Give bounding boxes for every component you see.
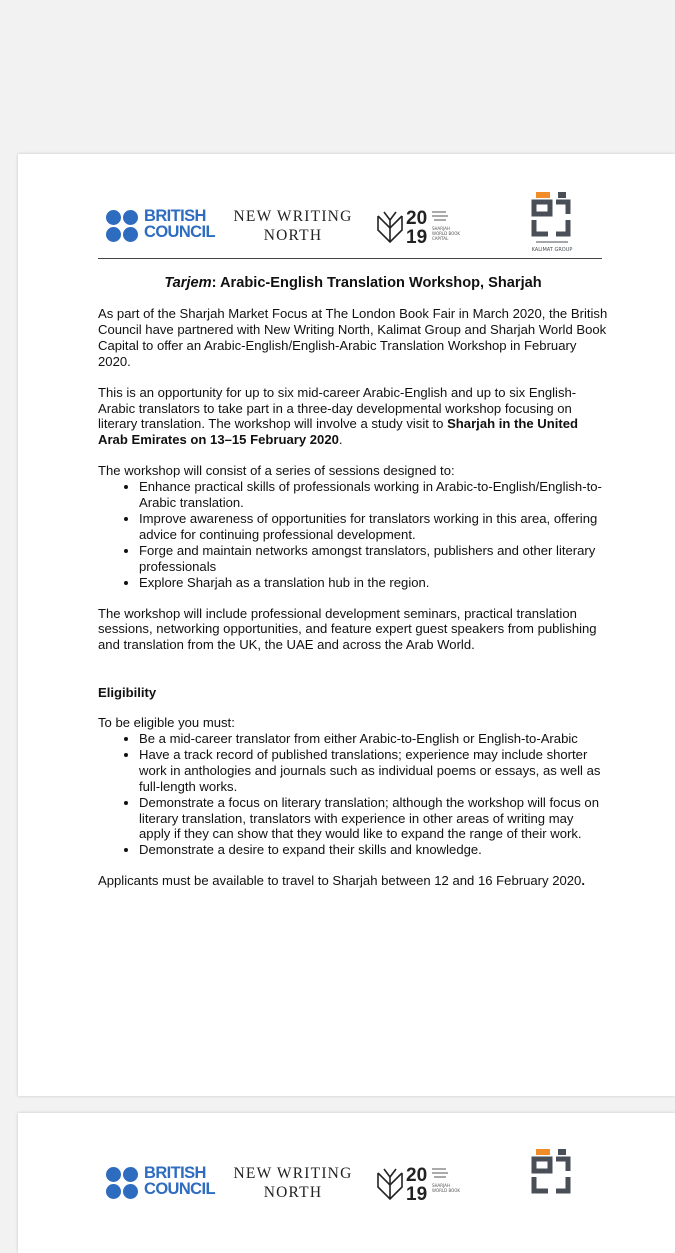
kalimat-group-logo — [522, 1147, 582, 1213]
sharjah-caption-3: CAPITAL — [432, 236, 449, 241]
document-title — [98, 274, 608, 292]
british-council-dots-icon — [106, 1167, 142, 1199]
sharjah-year-bottom: 19 — [406, 227, 428, 246]
opportunity-paragraph: This is an opportunity for up to six mid-career Arabic-English and up to six English-Arabic translators to take part in a three-day developmental workshop focusing on literary translation. The workshop will involve a study visit to Sharjah in the United Arab Emirates on 13–15 February 2020. — [98, 384, 579, 448]
kalimat-group-logo — [522, 190, 582, 256]
british-council-line-2: COUNCIL — [144, 1180, 215, 1198]
sharjah-caption-1: SHARJAH — [432, 1183, 450, 1188]
availability-paragraph: Applicants must be available to travel to Sharjah between 12 and 16 February 2020. — [98, 873, 585, 889]
logo-header — [18, 1113, 675, 1223]
list-item: • Demonstrate a desire to expand their skills and knowledge. — [139, 842, 608, 858]
sharjah-year-bottom: 19 — [406, 1184, 428, 1203]
british-council-logo — [106, 1165, 226, 1201]
british-council-line-1: BRITISH — [144, 207, 206, 225]
title-italic: Tarjem — [164, 275, 212, 291]
sharjah-year-top: 20 — [406, 1165, 428, 1186]
list-item: • Explore Sharjah as a translation hub in the region. — [139, 575, 608, 591]
arabic-script-mark — [432, 212, 448, 220]
includes-paragraph: The workshop will include professional development seminars, practical translation sessions, networking opportunities, and feature expert guest speakers from publishing and translation from the UK, the UAE and across the Arab World. — [98, 605, 597, 653]
kalimat-orange-bar — [536, 1149, 550, 1155]
document-body — [98, 268, 608, 904]
new-writing-north-logo — [228, 1164, 358, 1202]
sessions-intro: The workshop will consist of a series of sessions designed to: — [98, 463, 455, 479]
document-page-2 — [18, 1113, 675, 1253]
logo-header — [18, 154, 675, 264]
list-item: • Be a mid-career translator from either Arabic-to-English or English-to-Arabic — [139, 731, 608, 747]
sessions-list — [98, 479, 608, 590]
sharjah-world-book-capital-logo — [376, 1163, 476, 1203]
kalimat-glyph-icon — [534, 202, 568, 234]
new-writing-north-line-2: NORTH — [263, 1184, 323, 1201]
title-rest: : Arabic-English Translation Workshop, Sharjah — [211, 275, 542, 291]
kalimat-glyph-icon — [534, 1159, 568, 1191]
british-council-line-2: COUNCIL — [144, 223, 215, 241]
british-council-logo — [106, 208, 226, 244]
eligibility-heading: Eligibility — [98, 685, 157, 701]
list-item: • Improve awareness of opportunities for translators working in this area, offering advice for continuing professional development. — [139, 511, 608, 543]
new-writing-north-logo — [228, 207, 358, 245]
british-council-dots-icon — [106, 210, 142, 242]
list-item: • Enhance practical skills of professionals working in Arabic-to-English/English-to-Arabic translation. — [139, 479, 608, 511]
new-writing-north-line-1: NEW WRITING — [233, 1165, 353, 1182]
sharjah-caption-1: SHARJAH — [432, 226, 450, 231]
sharjah-caption-2: WORLD BOOK — [432, 1188, 461, 1193]
list-item: • Forge and maintain networks amongst translators, publishers and other literary professionals — [139, 543, 608, 575]
sharjah-caption-2: WORLD BOOK — [432, 231, 461, 236]
sharjah-world-book-capital-logo — [376, 206, 476, 246]
open-book-icon — [378, 1169, 402, 1199]
new-writing-north-line-1: NEW WRITING — [233, 208, 353, 225]
sharjah-year-top: 20 — [406, 208, 428, 229]
opportunity-bold: Sharjah in the United Arab Emirates on 13–15 February 2020 — [98, 416, 579, 448]
document-page-1 — [18, 154, 675, 1096]
list-item: • Have a track record of published translations; experience may include shorter work in anthologies and journals such as individual poems or essays, as well as full-length works. — [139, 747, 608, 795]
open-book-icon — [378, 212, 402, 242]
intro-paragraph: As part of the Sharjah Market Focus at The London Book Fair in March 2020, the British Council have partnered with New Writing North, Kalimat Group and Sharjah World Book Capital to offer an Arabic-English/English-Arabic Translation Workshop in February 2020. — [98, 306, 608, 369]
new-writing-north-line-2: NORTH — [263, 227, 323, 244]
list-item: • Demonstrate a focus on literary translation; although the workshop will focus on literary translation, translators with experience in other areas of writing may apply if they can show that they would like to expand the range of their work. — [139, 795, 608, 843]
arabic-script-mark — [432, 1169, 448, 1177]
kalimat-orange-bar — [536, 192, 550, 198]
kalimat-caption: KALIMAT GROUP — [531, 247, 573, 253]
british-council-line-1: BRITISH — [144, 1164, 206, 1182]
eligibility-intro: To be eligible you must: — [98, 715, 235, 731]
header-divider — [98, 258, 602, 259]
eligibility-list — [98, 731, 608, 858]
